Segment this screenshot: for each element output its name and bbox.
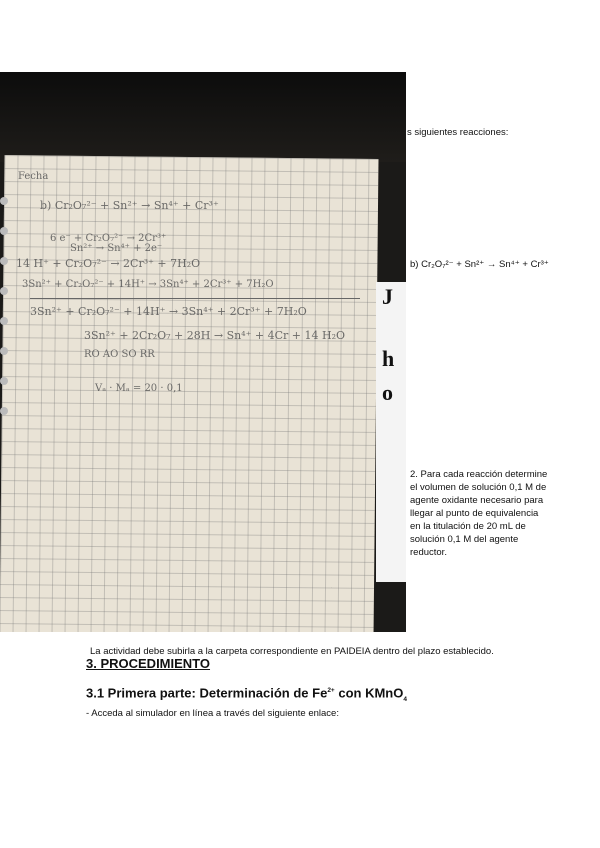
strip-char: h [382, 346, 395, 371]
strip-char: J [382, 284, 393, 309]
question-2: 2. Para cada reacción determine el volumen de solución 0,1 M de agente oxidante necesario para llegar al punto de equivalencia en la titulación de 20 mL de solución 0,1 M del agente reductor. [410, 469, 548, 558]
handwritten-line: 6 e⁻ + Cr₂O₇²⁻ → 2Cr³⁺ [50, 233, 167, 244]
submission-note: La actividad debe subirla a la carpeta correspondiente en PAIDEIA dentro del plazo establecido. [90, 646, 494, 657]
handwritten-line: Vₐ · Mₐ = 20 · 0,1 [95, 383, 183, 394]
notebook-page [0, 155, 379, 632]
subsection-sub: 4 [403, 695, 407, 703]
instruction-fragment: s siguientes reacciones: [407, 127, 509, 138]
handwritten-header: Fecha [18, 171, 49, 182]
reaction-b [410, 258, 549, 271]
subsection-heading [86, 684, 407, 706]
notebook-photo [0, 72, 406, 632]
handwritten-line: 3Sn²⁺ + 2Cr₂O₇ + 28H → Sn⁴⁺ + 4Cr + 14 H₂O [84, 329, 346, 342]
handwritten-line: 3Sn²⁺ + Cr₂O₇²⁻ + 14H⁺ → 3Sn⁴⁺ + 2Cr³⁺ + 7H₂O [22, 279, 274, 290]
reaction-label: b) [410, 259, 422, 270]
handwritten-line: RO AO SO RR [84, 349, 155, 360]
section-heading: 3. PROCEDIMIENTO [86, 656, 211, 671]
handwritten-line: Sn²⁺ → Sn⁴⁺ + 2e⁻ [70, 243, 163, 254]
subsection-sup: 2+ [327, 687, 335, 694]
bullet-text: - Acceda al simulador en línea a través del siguiente enlace: [86, 708, 339, 719]
handwritten-divider [30, 298, 360, 299]
strip-char: o [382, 380, 393, 405]
handwritten-line: b) Cr₂O₇²⁻ + Sn²⁺ → Sn⁴⁺ + Cr³⁺ [40, 199, 219, 212]
subsection-mid: con KMnO [334, 685, 404, 701]
photo-shadow [0, 72, 406, 162]
notebook-rings [0, 197, 8, 497]
subsection-prefix: 3.1 Primera parte: Determinación de Fe [86, 685, 328, 701]
background-paper-strip [376, 282, 406, 582]
handwritten-line: 3Sn²⁺ + Cr₂O₇²⁻ + 14H⁺ → 3Sn⁴⁺ + 2Cr³⁺ + 7H₂O [30, 305, 307, 318]
reaction-equation: Cr₂O₇²⁻ + Sn²⁺ → Sn⁴⁺ + Cr³⁺ [421, 259, 549, 270]
handwritten-line: 14 H⁺ + Cr₂O₇²⁻ → 2Cr³⁺ + 7H₂O [16, 257, 201, 270]
